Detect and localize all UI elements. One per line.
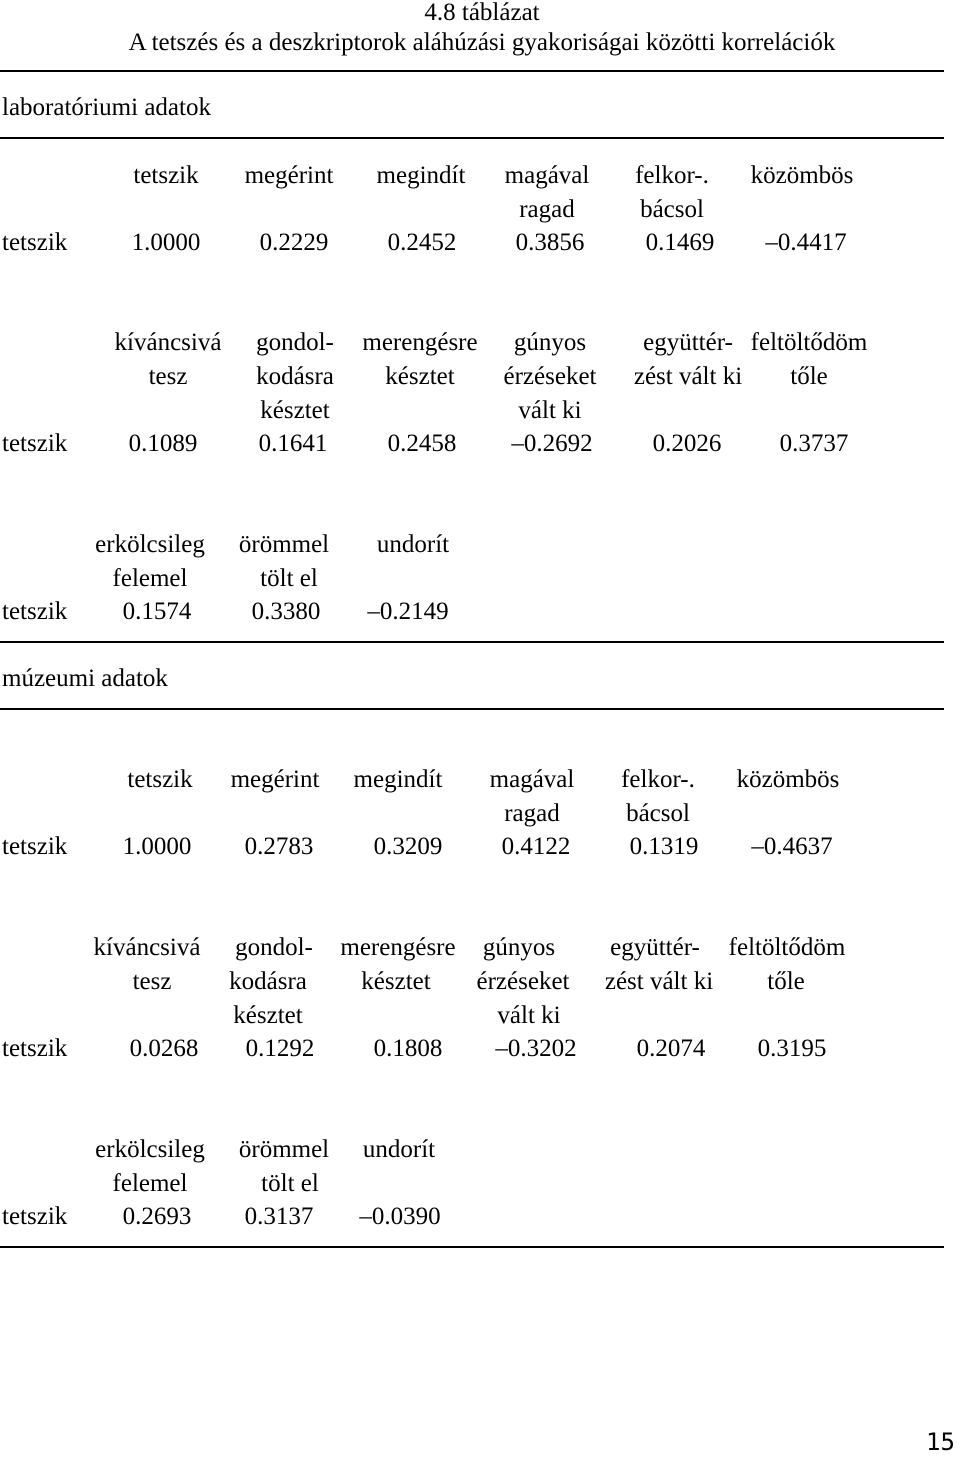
row-label: tetszik [2, 430, 68, 457]
column-header: együttér- [610, 934, 700, 961]
value-cell: 0.2074 [636, 1035, 706, 1062]
value-cell: –0.2692 [511, 430, 593, 457]
column-header: bácsol [640, 196, 704, 223]
column-header: gondol- [256, 329, 334, 356]
column-header: erkölcsileg [95, 1136, 205, 1163]
value-cell: 0.1089 [128, 430, 198, 457]
value-cell: 1.0000 [122, 833, 192, 860]
table-number: 4.8 táblázat [424, 0, 540, 26]
row-label: tetszik [2, 1203, 68, 1230]
column-header: együttér- [643, 329, 733, 356]
column-header: erkölcsileg [95, 531, 205, 558]
column-header: vált ki [497, 1002, 561, 1029]
column-header: kíváncsivá [93, 934, 201, 961]
column-header: vált ki [518, 397, 582, 424]
value-cell: 0.0268 [129, 1035, 199, 1062]
column-header: tőle [767, 968, 805, 995]
column-header: közömbös [750, 162, 854, 189]
value-cell: –0.2149 [367, 598, 449, 625]
value-cell: 0.3737 [779, 430, 849, 457]
value-cell: 0.2783 [244, 833, 314, 860]
value-cell: 0.3856 [515, 229, 585, 256]
rule-lab-header [0, 137, 944, 139]
column-header: tölt el [261, 1170, 319, 1197]
column-header: magával [504, 162, 590, 189]
column-header: késztet [361, 968, 431, 995]
column-header: megérint [244, 162, 334, 189]
column-header: bácsol [626, 800, 690, 827]
column-header: gondol- [235, 934, 313, 961]
value-cell: 0.2452 [387, 229, 457, 256]
rule-bottom [0, 1246, 944, 1248]
column-header: tőle [790, 363, 828, 390]
column-header: undorít [376, 531, 450, 558]
column-header: késztet [233, 1002, 303, 1029]
section-label-museum: múzeumi adatok [2, 665, 168, 692]
column-header: megérint [230, 766, 320, 793]
row-label: tetszik [2, 598, 68, 625]
value-cell: 1.0000 [131, 229, 201, 256]
column-header: felemel [112, 565, 188, 592]
value-cell: 0.1292 [245, 1035, 315, 1062]
column-header: magával [489, 766, 575, 793]
column-header: undorít [362, 1136, 436, 1163]
value-cell: 0.2693 [122, 1203, 192, 1230]
rule-top [0, 70, 944, 72]
column-header: tölt el [260, 565, 318, 592]
column-header: feltöltődöm [728, 934, 846, 961]
column-header: tesz [148, 363, 188, 390]
column-header: feltöltődöm [750, 329, 868, 356]
value-cell: 0.2026 [652, 430, 722, 457]
value-cell: –0.3202 [495, 1035, 577, 1062]
value-cell: 0.4122 [501, 833, 571, 860]
rule-lab-end [0, 641, 944, 643]
row-label: tetszik [2, 229, 68, 256]
column-header: gúnyos [482, 934, 556, 961]
section-label-lab: laboratóriumi adatok [2, 94, 211, 121]
column-header: érzéseket [476, 968, 570, 995]
column-header: késztet [385, 363, 455, 390]
value-cell: 0.1319 [629, 833, 699, 860]
column-header: tetszik [133, 162, 199, 189]
column-header: ragad [504, 800, 560, 827]
column-header: gúnyos [513, 329, 587, 356]
column-header: zést vált ki [633, 363, 743, 390]
value-cell: 0.2229 [259, 229, 329, 256]
column-header: tesz [132, 968, 172, 995]
row-label: tetszik [2, 1035, 68, 1062]
value-cell: 0.1469 [645, 229, 715, 256]
column-header: érzéseket [503, 363, 597, 390]
column-header: felkor-. [635, 162, 709, 189]
column-header: kíváncsivá [114, 329, 222, 356]
value-cell: 0.1808 [373, 1035, 443, 1062]
column-header: merengésre [340, 934, 456, 961]
column-header: közömbös [736, 766, 840, 793]
column-header: megindít [376, 162, 466, 189]
column-header: tetszik [127, 766, 193, 793]
value-cell: –0.0390 [359, 1203, 441, 1230]
column-header: kodásra [256, 363, 334, 390]
value-cell: 0.2458 [387, 430, 457, 457]
column-header: örömmel [238, 1136, 330, 1163]
value-cell: 0.3137 [244, 1203, 314, 1230]
value-cell: 0.3209 [373, 833, 443, 860]
value-cell: 0.1641 [258, 430, 328, 457]
value-cell: 0.1574 [122, 598, 192, 625]
page-number: 15 [926, 1428, 955, 1456]
value-cell: –0.4637 [751, 833, 833, 860]
column-header: ragad [519, 196, 575, 223]
rule-museum-header [0, 708, 944, 710]
column-header: merengésre [362, 329, 478, 356]
column-header: felkor-. [621, 766, 695, 793]
value-cell: 0.3380 [251, 598, 321, 625]
column-header: késztet [260, 397, 330, 424]
column-header: zést vált ki [604, 968, 714, 995]
table-title: A tetszés és a deszkriptorok aláhúzási gyakoriságai közötti korrelációk [128, 29, 836, 56]
value-cell: –0.4417 [765, 229, 847, 256]
column-header: felemel [112, 1170, 188, 1197]
column-header: kodásra [229, 968, 307, 995]
column-header: megindít [353, 766, 443, 793]
value-cell: 0.3195 [757, 1035, 827, 1062]
column-header: örömmel [238, 531, 330, 558]
row-label: tetszik [2, 833, 68, 860]
